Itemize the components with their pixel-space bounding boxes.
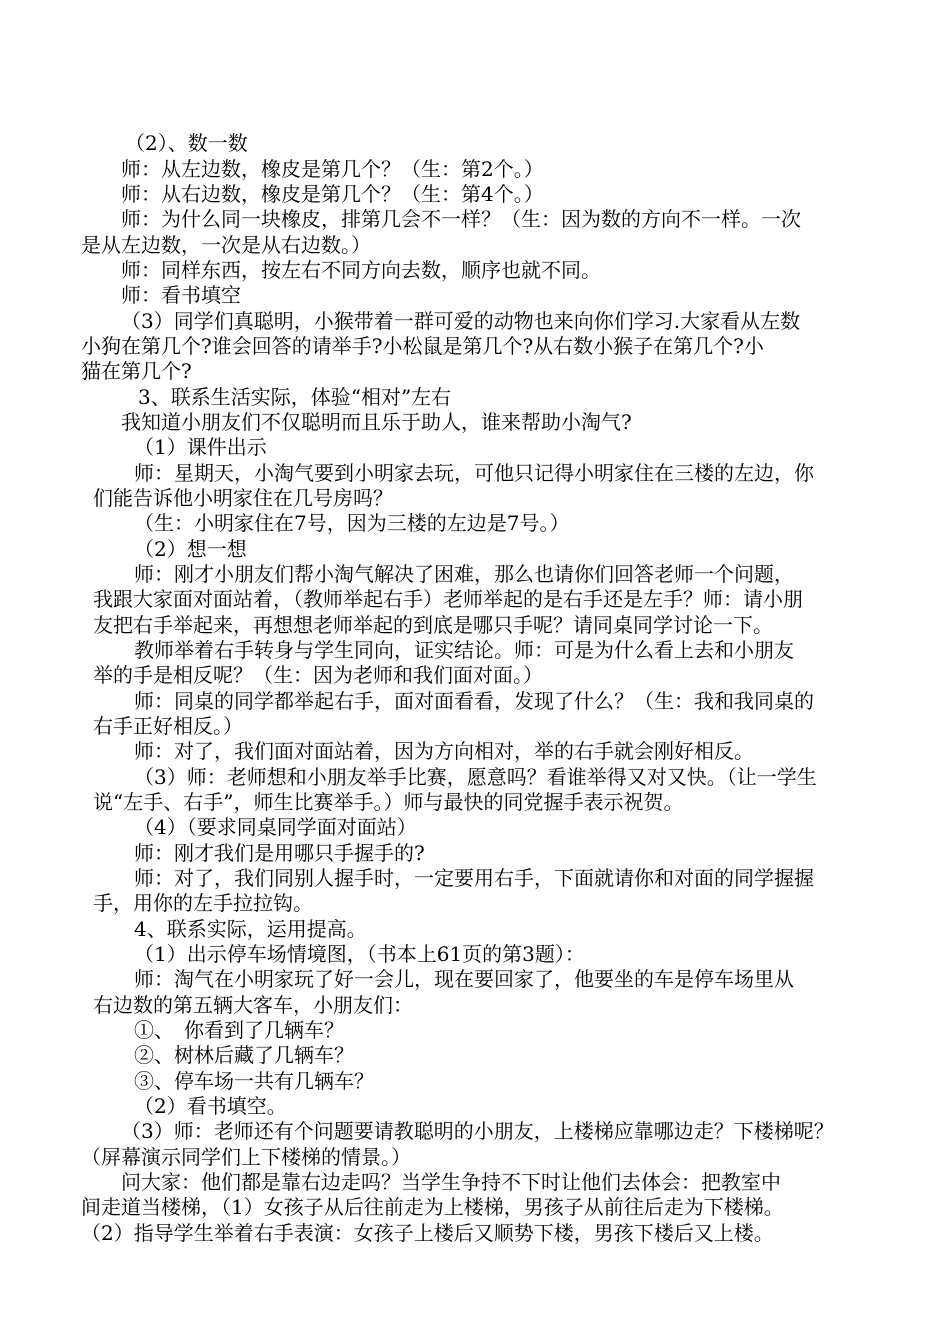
text-line: 问大家：他们都是靠右边走吗？当学生争持不下时让他们去体会：把教室中 xyxy=(121,1170,781,1194)
text-line: 师：为什么同一块橡皮，排第几会不一样？（生：因为数的方向不一样。一次 xyxy=(121,207,801,231)
text-line: 右边数的第五辆大客车，小朋友们： xyxy=(93,993,413,1017)
text-line: 师：对了，我们同别人握手时，一定要用右手，下面就请你和对面的同学握握 xyxy=(134,866,814,890)
text-line: （4）（要求同桌同学面对面站） xyxy=(134,815,417,839)
text-line: （3）同学们真聪明，小猴带着一群可爱的动物也来向你们学习.大家看从左数 xyxy=(121,309,801,333)
text-line: 教师举着右手转身与学生同向，证实结论。师：可是为什么看上去和小朋友 xyxy=(134,638,794,662)
text-line: 我跟大家面对面站着，（教师举起右手）老师举起的是右手还是左手？师：请小朋 xyxy=(93,587,803,611)
text-line: 师：淘气在小明家玩了好一会儿，现在要回家了，他要坐的车是停车场里从 xyxy=(134,967,794,991)
text-line: 师：星期天，小淘气要到小明家去玩，可他只记得小明家住在三楼的左边，你 xyxy=(134,461,814,485)
text-line: 师：看书填空 xyxy=(121,283,241,307)
text-line: 师：刚才小朋友们帮小淘气解决了困难，那么也请你们回答老师一个问题， xyxy=(134,562,794,586)
text-line: 师：同桌的同学都举起右手，面对面看看，发现了什么？（生：我和我同桌的 xyxy=(134,689,814,713)
text-line: （2）想一想 xyxy=(134,537,247,561)
text-line: （2）看书填空。 xyxy=(134,1094,287,1118)
text-line: 说“左手、右手”，师生比赛举手。）师与最快的同党握手表示祝贺。 xyxy=(93,790,684,814)
text-line: （生：小明家住在7号，因为三楼的左边是7号。） xyxy=(134,511,570,535)
text-line: 间走道当楼梯，（1）女孩子从后往前走为上楼梯，男孩子从前往后走为下楼梯。 xyxy=(81,1195,784,1219)
text-line: 我知道小朋友们不仅聪明而且乐于助人，谁来帮助小淘气? xyxy=(121,410,632,434)
text-line: 右手正好相反。） xyxy=(93,714,243,738)
text-line: 小狗在第几个?谁会回答的请举手?小松鼠是第几个?从右数小猴子在第几个?小 xyxy=(81,334,764,358)
text-line: 师：从右边数，橡皮是第几个？（生：第4个。） xyxy=(121,182,544,206)
text-line: 手，用你的左手拉拉钩。 xyxy=(93,891,313,915)
text-line: 3、联系生活实际，体验“相对”左右 xyxy=(138,385,452,409)
text-line: ①、 你看到了几辆车？ xyxy=(134,1018,344,1042)
text-line: 师：同样东西，按左右不同方向去数，顺序也就不同。 xyxy=(121,258,601,282)
text-line: 是从左边数，一次是从右边数。） xyxy=(81,233,371,257)
text-line: （1）课件出示 xyxy=(134,435,267,459)
text-line: 友把右手举起来，再想想老师举起的到底是哪只手呢？请同桌同学讨论一下。 xyxy=(93,613,773,637)
text-line: 师：对了，我们面对面站着，因为方向相对，举的右手就会刚好相反。 xyxy=(134,739,754,763)
text-line: （3）师：老师想和小朋友举手比赛，愿意吗？看谁举得又对又快。（让一学生 xyxy=(134,765,817,789)
text-line: （1）出示停车场情境图，（书本上61页的第3题）： xyxy=(134,942,585,966)
text-line: 猫在第几个? xyxy=(81,359,192,383)
text-line: 举的手是相反呢？（生：因为老师和我们面对面。） xyxy=(93,663,543,687)
text-line: ③、停车场一共有几辆车？ xyxy=(134,1069,374,1093)
text-line: 师：刚才我们是用哪只手握手的? xyxy=(134,841,425,865)
text-line: （3）师：老师还有个问题要请教聪明的小朋友，上楼梯应靠哪边走？下楼梯呢？ xyxy=(121,1119,834,1143)
text-line: （2）、数一数 xyxy=(125,131,248,155)
text-line: 4、联系实际，运用提高。 xyxy=(134,917,367,941)
text-line: （2）指导学生举着右手表演：女孩子上楼后又顺势下楼，男孩下楼后又上楼。 xyxy=(81,1221,774,1245)
text-line: （屏幕演示同学们上下楼梯的情景。） xyxy=(81,1145,411,1169)
text-line: 师：从左边数，橡皮是第几个？（生：第2个。） xyxy=(121,157,544,181)
text-line: 们能告诉他小明家住在几号房吗？ xyxy=(93,486,393,510)
text-line: ②、树林后藏了几辆车？ xyxy=(134,1043,354,1067)
